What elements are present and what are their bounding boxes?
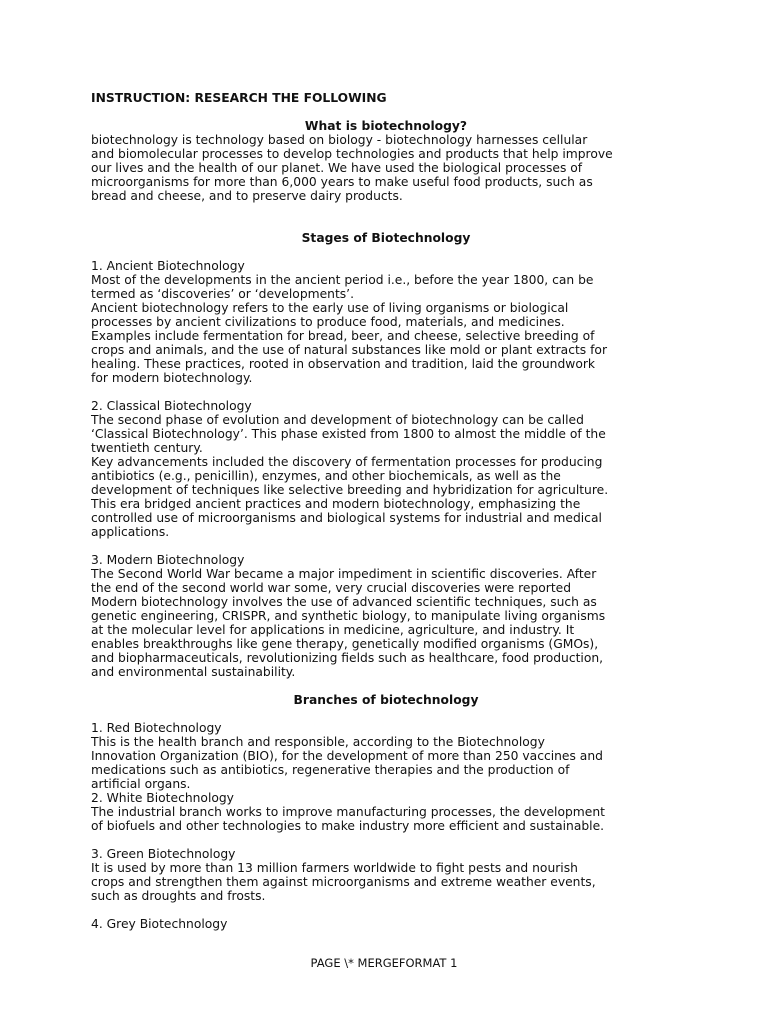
paragraph-line: medications such as antibiotics, regenerative therapies and the production of [91,763,570,777]
paragraph-line: Key advancements included the discovery of fermentation processes for producing [91,455,603,469]
subsection-title-red: 1. Red Biotechnology [91,721,222,735]
paragraph-line: applications. [91,525,170,539]
paragraph-line: The second phase of evolution and development of biotechnology can be called [91,413,584,427]
paragraph-line: development of techniques like selective breeding and hybridization for agriculture. [91,483,609,497]
paragraph-line: Most of the developments in the ancient period i.e., before the year 1800, can be [91,273,594,287]
paragraph-line: Ancient biotechnology refers to the early use of living organisms or biological [91,301,569,315]
page-footer: PAGE \* MERGEFORMAT 1 [310,956,458,970]
paragraph-line: biotechnology is technology based on biology - biotechnology harnesses cellular [91,133,588,147]
section-heading-stages: Stages of Biotechnology [301,231,471,245]
paragraph-line: termed as ‘discoveries’ or ‘developments’. [91,287,355,301]
paragraph-line: ‘Classical Biotechnology’. This phase existed from 1800 to almost the middle of the [91,427,606,441]
paragraph-line: This era bridged ancient practices and modern biotechnology, emphasizing the [91,497,581,511]
paragraph-line: enables breakthroughs like gene therapy, genetically modified organisms (GMOs), [91,637,599,651]
subsection-title-modern: 3. Modern Biotechnology [91,553,245,567]
paragraph-line: our lives and the health of our planet. We have used the biological processes of [91,161,583,175]
paragraph-line: healing. These practices, rooted in observation and tradition, laid the groundwork [91,357,596,371]
paragraph-line: for modern biotechnology. [91,371,253,385]
paragraph-line: twentieth century. [91,441,203,455]
section-heading-branches: Branches of biotechnology [293,693,479,707]
paragraph-line: of biofuels and other technologies to make industry more efficient and sustainable. [91,819,605,833]
paragraph-line: artificial organs. [91,777,191,791]
paragraph-line: genetic engineering, CRISPR, and synthetic biology, to manipulate living organisms [91,609,606,623]
paragraph-line: This is the health branch and responsible, according to the Biotechnology [91,735,545,749]
paragraph-line: at the molecular level for applications in medicine, agriculture, and industry. It [91,623,575,637]
subsection-title-white: 2. White Biotechnology [91,791,234,805]
paragraph-line: The Second World War became a major impediment in scientific discoveries. After [91,567,597,581]
paragraph-line: antibiotics (e.g., penicillin), enzymes, and other biochemicals, as well as the [91,469,561,483]
paragraph-line: bread and cheese, and to preserve dairy products. [91,189,403,203]
subsection-title-green: 3. Green Biotechnology [91,847,236,861]
paragraph-line: controlled use of microorganisms and biological systems for industrial and medical [91,511,602,525]
subsection-title-classical: 2. Classical Biotechnology [91,399,252,413]
instruction-heading: INSTRUCTION: RESEARCH THE FOLLOWING [91,91,387,105]
paragraph-line: Modern biotechnology involves the use of advanced scientific techniques, such as [91,595,597,609]
paragraph-line: microorganisms for more than 6,000 years to make useful food products, such as [91,175,593,189]
paragraph-line: and biopharmaceuticals, revolutionizing fields such as healthcare, food production, [91,651,604,665]
paragraph-line: such as droughts and frosts. [91,889,266,903]
paragraph-line: processes by ancient civilizations to produce food, materials, and medicines. [91,315,565,329]
paragraph-line: and environmental sustainability. [91,665,296,679]
section-heading-what: What is biotechnology? [304,119,468,133]
paragraph-line: the end of the second world war some, very crucial discoveries were reported [91,581,572,595]
paragraph-line: and biomolecular processes to develop technologies and products that help improve [91,147,613,161]
paragraph-line: It is used by more than 13 million farmers worldwide to fight pests and nourish [91,861,578,875]
paragraph-line: Examples include fermentation for bread, beer, and cheese, selective breeding of [91,329,595,343]
subsection-title-grey: 4. Grey Biotechnology [91,917,228,931]
subsection-title-ancient: 1. Ancient Biotechnology [91,259,245,273]
paragraph-line: Innovation Organization (BIO), for the development of more than 250 vaccines and [91,749,603,763]
paragraph-line: crops and animals, and the use of natural substances like mold or plant extracts for [91,343,608,357]
paragraph-line: The industrial branch works to improve manufacturing processes, the development [91,805,605,819]
paragraph-line: crops and strengthen them against microorganisms and extreme weather events, [91,875,596,889]
document-body [91,91,681,931]
